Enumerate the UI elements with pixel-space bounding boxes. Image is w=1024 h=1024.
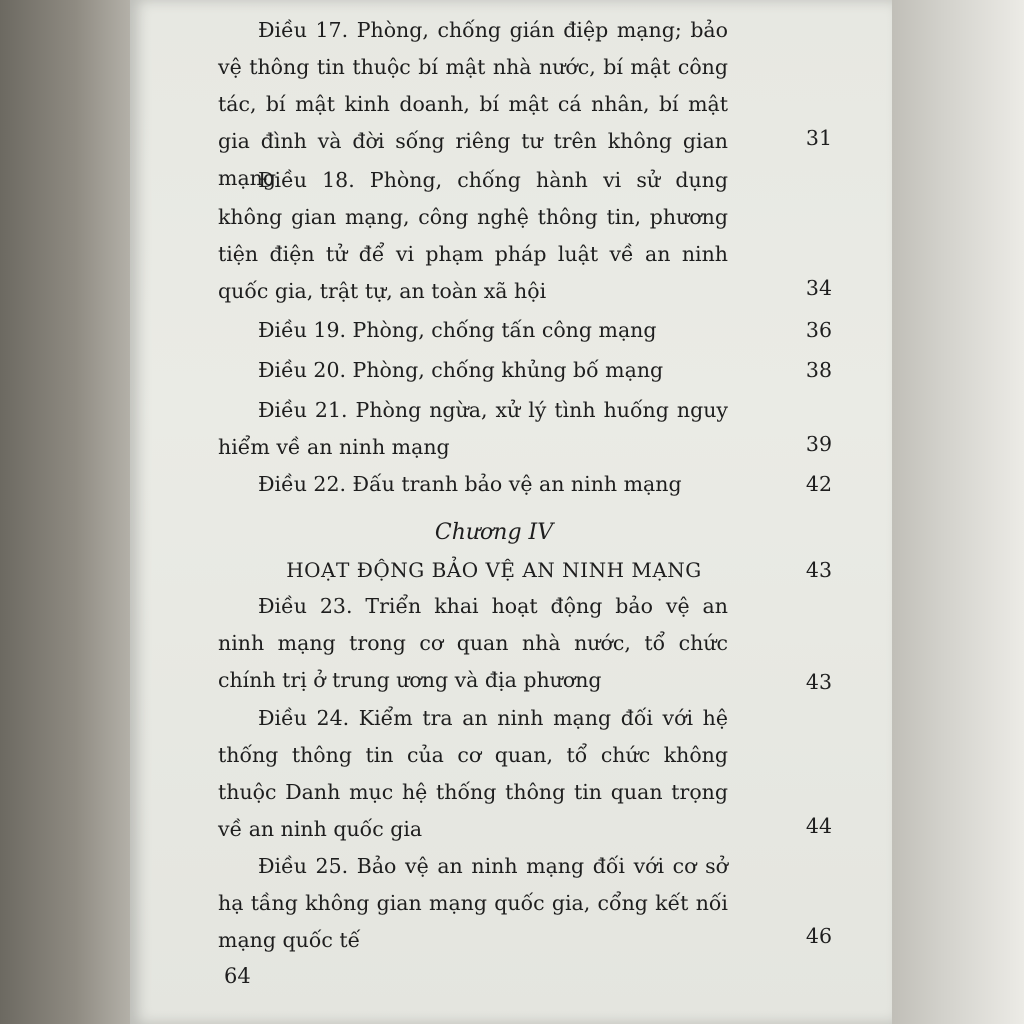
toc-page-dieu-23: 43 bbox=[805, 670, 832, 694]
toc-page-dieu-17: 31 bbox=[805, 126, 832, 150]
toc-entry-dieu-22: Điều 22. Đấu tranh bảo vệ an ninh mạng bbox=[258, 472, 682, 496]
toc-page-dieu-20: 38 bbox=[805, 358, 832, 382]
chapter-title: HOẠT ĐỘNG BẢO VỆ AN NINH MẠNG bbox=[286, 558, 702, 582]
toc-entry-dieu-24: Điều 24. Kiểm tra an ninh mạng đối với hệ thống thông tin của cơ quan, tổ chức không thuộc Danh mục hệ thống thông tin quan trọng về an ninh quốc gia bbox=[218, 706, 728, 841]
toc-entry-dieu-25: Điều 25. Bảo vệ an ninh mạng đối với cơ sở hạ tầng không gian mạng quốc gia, cổng kết nối mạng quốc tế bbox=[218, 854, 728, 952]
chapter-label: Chương IV bbox=[434, 520, 554, 545]
toc-entry-dieu-18: Điều 18. Phòng, chống hành vi sử dụng không gian mạng, công nghệ thông tin, phương tiện điện tử để vi phạm pháp luật về an ninh quốc gia, trật tự, an toàn xã hội bbox=[218, 168, 728, 303]
toc-page-dieu-18: 34 bbox=[805, 276, 832, 300]
toc-entry-dieu-21: Điều 21. Phòng ngừa, xử lý tình huống nguy hiểm về an ninh mạng bbox=[218, 398, 728, 459]
toc-page-dieu-21: 39 bbox=[805, 432, 832, 456]
toc-page-dieu-25: 46 bbox=[805, 924, 832, 948]
book-edge-right bbox=[888, 0, 1024, 1024]
page-number: 64 bbox=[224, 964, 251, 988]
toc-page-dieu-19: 36 bbox=[805, 318, 832, 342]
toc-entry-dieu-20: Điều 20. Phòng, chống khủng bố mạng bbox=[258, 358, 664, 382]
toc-page-dieu-22: 42 bbox=[805, 472, 832, 496]
chapter-page: 43 bbox=[805, 558, 832, 582]
book-gutter-left bbox=[0, 0, 138, 1024]
toc-entry-dieu-19: Điều 19. Phòng, chống tấn công mạng bbox=[258, 318, 657, 342]
toc-page-dieu-24: 44 bbox=[805, 814, 832, 838]
toc-entry-dieu-23: Điều 23. Triển khai hoạt động bảo vệ an ninh mạng trong cơ quan nhà nước, tổ chức chính trị ở trung ương và địa phương bbox=[218, 594, 728, 692]
toc-entry-dieu-17: Điều 17. Phòng, chống gián điệp mạng; bảo vệ thông tin thuộc bí mật nhà nước, bí mật công tác, bí mật kinh doanh, bí mật cá nhân, bí mật gia đình và đời sống riêng tư trên không gian mạng bbox=[218, 18, 728, 190]
